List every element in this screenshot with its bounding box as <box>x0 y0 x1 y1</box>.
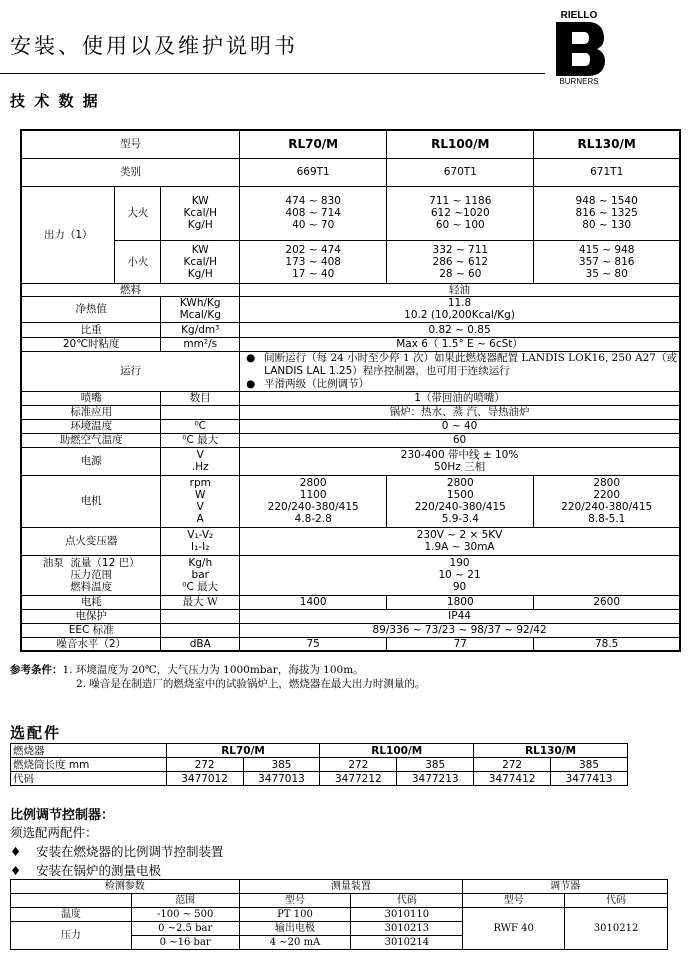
protection-label: 电保护 <box>21 609 161 623</box>
regulator-title: 比例调节控制器： <box>10 808 115 823</box>
output-label: 出力（1） <box>21 186 115 283</box>
reg-range: 0 ~2.5 bar <box>131 922 239 936</box>
low-value-1: 202 ~ 474 173 ~ 408 17 ~ 40 <box>240 240 387 283</box>
reg-row <box>11 908 668 922</box>
viscosity-value: Max 6（ 1.5° E ~ 6cSt） <box>240 337 680 351</box>
ncv-value: 11.8 10.2 (10,200Kcal/Kg) <box>240 296 680 322</box>
ncv-label: 净热值 <box>21 296 161 322</box>
acc-code: 3477012 <box>166 772 243 786</box>
consumption-label: 电耗 <box>21 595 161 609</box>
notes-label: 参考条件： <box>10 664 63 676</box>
type-value-3: 671T1 <box>534 158 680 186</box>
reg-reg-model-header: 型号 <box>463 894 565 908</box>
air-label: 助燃空气温度 <box>21 433 161 447</box>
density-unit: Kg/dm³ <box>161 322 240 337</box>
type-value-1: 669T1 <box>240 158 387 186</box>
regulator-bullet-2: ♦ 安装在锅炉的测量电极 <box>10 863 162 878</box>
bullet-icon: ● <box>246 351 256 364</box>
type-row <box>21 158 680 186</box>
nozzle-unit: 数目 <box>161 391 240 405</box>
fuel-label: 燃料 <box>21 283 240 296</box>
reg-range: -100 ~ 500 <box>131 908 239 922</box>
reg-param-header: 检测参数 <box>11 880 240 894</box>
acc-length: 272 <box>166 758 243 772</box>
ambient-unit: ⁰C <box>161 419 240 433</box>
ignition-row <box>21 527 680 555</box>
density-row <box>21 322 680 337</box>
low-fire-row <box>21 240 680 283</box>
reg-regulator-header: 调节器 <box>463 880 668 894</box>
reg-model: 输出电极 <box>239 922 351 936</box>
reg-model: 4 ~20 mA <box>239 936 351 950</box>
note-1: 1. 环境温度为 20℃，大气压力为 1000mbar，海拔为 100m。 <box>62 664 364 676</box>
logo-bottom-text: BURNERS <box>559 77 599 86</box>
ignition-value: 230V ~ 2 × 5KV 1.9A ~ 30mA <box>240 527 680 555</box>
bullet-icon: ● <box>246 377 256 390</box>
reg-code: 3010213 <box>351 922 463 936</box>
operation-line3: 平滑两级（比例调节） <box>264 377 370 390</box>
reg-range: 0 ~16 bar <box>131 936 239 950</box>
acc-code: 3477413 <box>551 772 628 786</box>
eec-row <box>21 623 680 637</box>
eec-label: EEC 标准 <box>21 623 161 637</box>
power-label: 电源 <box>21 447 161 475</box>
motor-value-2: 2800 1500 220/240-380/415 5.9-3.4 <box>387 475 534 527</box>
operation-label: 运行 <box>21 351 240 391</box>
acc-code: 3477013 <box>243 772 320 786</box>
logo-top-text: RIELLO <box>560 10 598 21</box>
reg-code: 3010110 <box>351 908 463 922</box>
model-label: 型号 <box>21 130 240 158</box>
tech-data-table <box>20 129 681 652</box>
operation-line1: 间断运行（每 24 小时至少停 1 次）如果此燃烧器配置 LANDIS LOK16, 250 A27（或 <box>264 351 677 364</box>
acc-length: 385 <box>551 758 628 772</box>
regulator-table <box>10 879 668 950</box>
consumption-unit: 最大 W <box>161 595 240 609</box>
noise-unit: dBA <box>161 637 240 651</box>
reg-device-header: 测量装置 <box>239 880 463 894</box>
reg-model-header: 型号 <box>239 894 351 908</box>
reg-param: 温度 <box>11 908 132 922</box>
acc-model-1: RL70/M <box>166 744 320 758</box>
noise-row <box>21 637 680 651</box>
model-rl70: RL70/M <box>240 130 387 158</box>
riello-logo <box>548 8 610 86</box>
low-fire-label: 小火 <box>115 240 161 283</box>
regulator-bullet-1: ♦ 安装在燃烧器的比例调节控制装置 <box>10 844 224 859</box>
reg-range-header: 范围 <box>131 894 239 908</box>
motor-value-3: 2800 2200 220/240-380/415 8.8-5.1 <box>534 475 680 527</box>
noise-value-2: 77 <box>387 637 534 651</box>
logo-b-shape <box>556 22 605 76</box>
high-fire-row <box>21 186 680 240</box>
viscosity-unit: mm²/s <box>161 337 240 351</box>
air-unit: ⁰C 最大 <box>161 433 240 447</box>
acc-length: 272 <box>320 758 397 772</box>
density-label: 比重 <box>21 322 161 337</box>
low-value-3: 415 ~ 948 357 ~ 816 35 ~ 80 <box>534 240 680 283</box>
model-row <box>21 130 680 158</box>
application-label: 标准应用 <box>21 405 161 419</box>
operation-line2: LANDIS LAL 1.25）程序控制器，也可用于连续运行 <box>264 364 510 377</box>
header-rule <box>0 73 545 74</box>
accessories-table <box>10 743 628 786</box>
nozzle-row <box>21 391 680 405</box>
acc-code-label: 代码 <box>11 772 167 786</box>
high-value-2: 711 ~ 1186 612 ~1020 60 ~ 100 <box>387 186 534 240</box>
motor-row <box>21 475 680 527</box>
ambient-label: 环境温度 <box>21 419 161 433</box>
acc-code: 3477213 <box>397 772 474 786</box>
acc-code-row <box>11 772 628 786</box>
noise-value-1: 75 <box>240 637 387 651</box>
diamond-bullet-icon: ♦ <box>10 844 22 859</box>
operation-row <box>21 351 680 391</box>
application-value: 锅炉：热水、蒸 汽、导热油炉 <box>240 405 680 419</box>
regulator-subtitle: 须选配两配件： <box>10 825 98 840</box>
protection-value: IP44 <box>240 609 680 623</box>
fuel-row <box>21 283 680 296</box>
power-units: V .Hz <box>161 447 240 475</box>
acc-code: 3477212 <box>320 772 397 786</box>
noise-label: 噪音水平（2） <box>21 637 161 651</box>
ignition-units: V₁-V₂ I₁-I₂ <box>161 527 240 555</box>
operation-value <box>240 351 680 391</box>
acc-model-3: RL130/M <box>474 744 628 758</box>
motor-value-1: 2800 1100 220/240-380/415 4.8-2.8 <box>240 475 387 527</box>
acc-code: 3477412 <box>474 772 551 786</box>
ncv-row <box>21 296 680 322</box>
nozzle-value: 1（带回油的喷嘴） <box>240 391 680 405</box>
viscosity-label: 20℃时粘度 <box>21 337 161 351</box>
nozzle-label: 喷嘴 <box>21 391 161 405</box>
consumption-value-1: 1400 <box>240 595 387 609</box>
acc-burner-label: 燃烧器 <box>11 744 167 758</box>
acc-burner-row <box>11 744 628 758</box>
model-rl130: RL130/M <box>534 130 680 158</box>
reg-header-row <box>11 880 668 894</box>
accessories-title: 选配件 <box>10 724 62 742</box>
consumption-value-3: 2600 <box>534 595 680 609</box>
diamond-bullet-icon: ♦ <box>10 863 22 878</box>
reg-model: PT 100 <box>239 908 351 922</box>
air-value: 60 <box>240 433 680 447</box>
output-units-low: KW Kcal/H Kg/H <box>161 240 240 283</box>
output-units-high: KW Kcal/H Kg/H <box>161 186 240 240</box>
reg-reg-code: 3010212 <box>565 908 668 950</box>
pump-value: 190 10 ~ 21 90 <box>240 555 680 595</box>
acc-model-2: RL100/M <box>320 744 474 758</box>
pump-label: 油泵 流量（12 巴） 压力范围 燃料温度 <box>21 555 161 595</box>
low-value-2: 332 ~ 711 286 ~ 612 28 ~ 60 <box>387 240 534 283</box>
eec-value: 89/336 ~ 73/23 ~ 98/37 ~ 92/42 <box>240 623 680 637</box>
reg-param: 压力 <box>11 922 132 950</box>
reg-subheader-row <box>11 894 668 908</box>
acc-length: 385 <box>243 758 320 772</box>
ambient-value: 0 ~ 40 <box>240 419 680 433</box>
power-row <box>21 447 680 475</box>
noise-value-3: 78.5 <box>534 637 680 651</box>
reg-code: 3010214 <box>351 936 463 950</box>
document-title: 安装、使用以及维护说明书 <box>10 34 298 58</box>
air-row <box>21 433 680 447</box>
type-label: 类别 <box>21 158 240 186</box>
type-value-2: 670T1 <box>387 158 534 186</box>
motor-label: 电机 <box>21 475 161 527</box>
high-value-1: 474 ~ 830 408 ~ 714 40 ~ 70 <box>240 186 387 240</box>
viscosity-row <box>21 337 680 351</box>
power-value: 230-400 带中线 ± 10% 50Hz 三相 <box>240 447 680 475</box>
motor-units: rpm W V A <box>161 475 240 527</box>
model-rl100: RL100/M <box>387 130 534 158</box>
note-2: 2. 噪音是在制造厂的燃烧室中的试验锅炉上，燃烧器在最大出力时测量的。 <box>76 678 426 690</box>
ignition-label: 点火变压器 <box>21 527 161 555</box>
high-fire-label: 大火 <box>115 186 161 240</box>
reg-code-header: 代码 <box>351 894 463 908</box>
acc-tube-label: 燃烧筒长度 mm <box>11 758 167 772</box>
pump-row <box>21 555 680 595</box>
consumption-row <box>21 595 680 609</box>
high-value-3: 948 ~ 1540 816 ~ 1325 80 ~ 130 <box>534 186 680 240</box>
tech-data-title: 技 术 数 据 <box>10 92 100 110</box>
ambient-row <box>21 419 680 433</box>
fuel-value: 轻油 <box>240 283 680 296</box>
acc-length: 385 <box>397 758 474 772</box>
density-value: 0.82 ~ 0.85 <box>240 322 680 337</box>
application-row <box>21 405 680 419</box>
reference-notes <box>10 663 425 691</box>
reg-reg-code-header: 代码 <box>565 894 668 908</box>
protection-row <box>21 609 680 623</box>
reg-reg-model: RWF 40 <box>463 908 565 950</box>
ncv-units: KWh/Kg Mcal/Kg <box>161 296 240 322</box>
pump-units: Kg/h bar ⁰C 最大 <box>161 555 240 595</box>
consumption-value-2: 1800 <box>387 595 534 609</box>
acc-length: 272 <box>474 758 551 772</box>
acc-length-row <box>11 758 628 772</box>
